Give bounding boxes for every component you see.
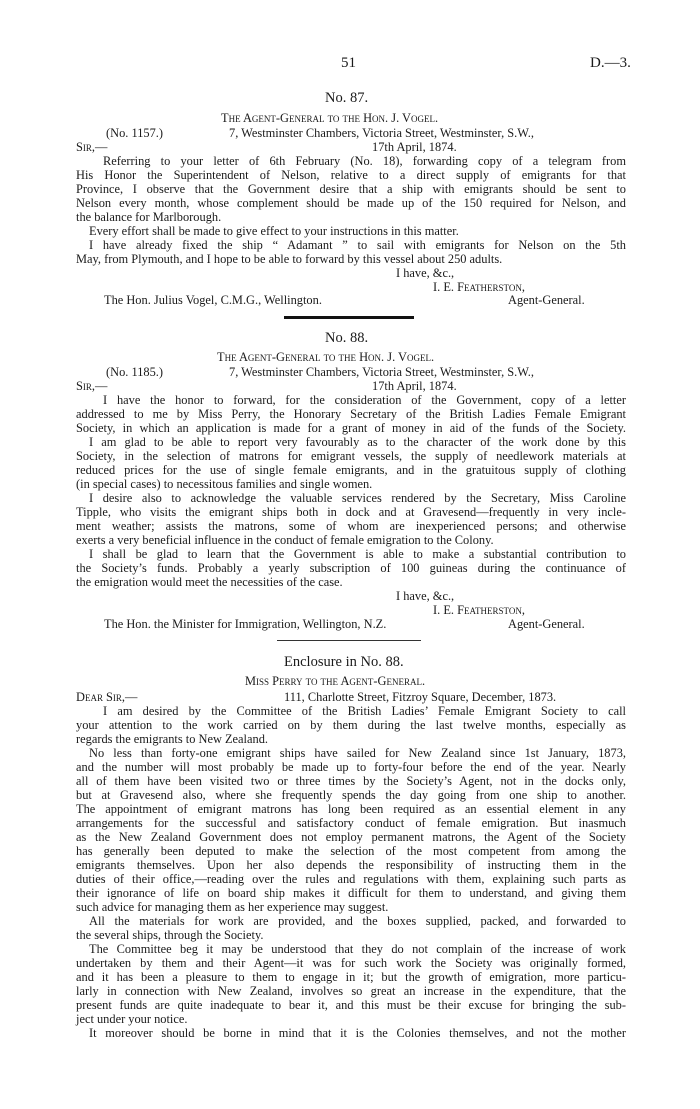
letter-87-closing: I have, &c.,: [396, 266, 455, 280]
letter-88-body-line: Society, in which an application is made for a grant of money in aid of the funds of the Society.: [76, 421, 626, 435]
letter-87-ref: (No. 1157.): [106, 126, 164, 140]
letter-88-body-line: Society, in the selection of matrons for emigrant vessels, the supply of needlework materials at: [76, 449, 626, 463]
enclosure-body-line: I am desired by the Committee of the British Ladies’ Female Emigrant Society to call: [103, 704, 626, 718]
letter-88-body-line: Tipple, who visits the emigrant ships both in dock and at Gravesend—frequently in very incle-: [76, 505, 626, 519]
enclosure-body-line: The Committee beg it may be understood that they do not complain of the increase of work: [89, 942, 626, 956]
enclosure-body-line: No less than forty-one emigrant ships have sailed for New Zealand since 1st January, 1873,: [89, 746, 626, 760]
letter-87-date: 17th April, 1874.: [372, 140, 457, 154]
enclosure-body-line: your attention to the work carried on by them during the last twelve months, especially as: [76, 718, 626, 732]
enclosure-body-line: larly in connection with New Zealand, involves so great an increase in the expenditure, that the: [76, 984, 626, 998]
letter-87-body-line: Nelson every month, whose complement should be made up of the 150 required for Nelson, and: [76, 196, 626, 210]
letter-88-body-line: I desire also to acknowledge the valuable services rendered by the Secretary, Miss Caroline: [89, 491, 626, 505]
letter-87-body-line: the balance for Marlborough.: [76, 210, 222, 224]
letter-88-body-line: I am glad to be able to report very favourably as to the character of the work done by this: [89, 435, 626, 449]
letter-88-body-line: the Society’s funds. Probably a yearly subscription of 100 guineas during the continuance of: [76, 561, 626, 575]
letter-88-title: The Agent-General to the Hon. J. Vogel.: [217, 350, 435, 364]
letter-87-body-line: May, from Plymouth, and I hope to be able to forward by this vessel about 250 adults.: [76, 252, 503, 266]
enclosure-body-line: as the New Zealand Government does not employ permanent matrons, the Agent of the Society: [76, 830, 626, 844]
letter-87-body-line: I have already fixed the ship “ Adamant ” to sail with emigrants for Nelson on the 5th: [89, 238, 626, 252]
enclosure-body-line: the several ships, through the Society.: [76, 928, 264, 942]
letter-87-body-line: His Honor the Superintendent of Nelson, relative to a direct supply of emigrants for that: [76, 168, 626, 182]
letter-88-ref: (No. 1185.): [106, 365, 164, 379]
enclosure-body-line: such advice for managing them as her experience may suggest.: [76, 900, 389, 914]
letter-87-title: The Agent-General to the Hon. J. Vogel.: [221, 111, 439, 125]
section-divider: [277, 640, 421, 641]
letter-88-address: 7, Westminster Chambers, Victoria Street, Westminster, S.W.,: [229, 365, 535, 379]
letter-88-body-line: addressed to me by Miss Perry, the Honorary Secretary of the British Ladies Female Emigrant: [76, 407, 626, 421]
enclosure-body-line: regards the emigrants to New Zealand.: [76, 732, 268, 746]
letter-87-signature: I. E. Featherston,: [433, 280, 525, 294]
document-code: D.—3.: [590, 55, 631, 71]
enclosure-body-line: ject under your notice.: [76, 1012, 188, 1026]
section-divider: [284, 316, 414, 319]
letter-88-number: No. 88.: [325, 330, 369, 346]
enclosure-body-line: duties of their office,—reading over the rules and regulations with them, explaining such parts as: [76, 872, 626, 886]
letter-88-body-line: (in special cases) to necessitous families and single women.: [76, 477, 373, 491]
enclosure-body-line: and it has been a pleasure to them to engage in it; but the growth of emigration, more particu-: [76, 970, 626, 984]
letter-87-body-line: Every effort shall be made to give effect to your instructions in this matter.: [89, 224, 459, 238]
enclosure-body-line: arrangements for the successful and satisfactory conduct of female emigration. But inasmuch: [76, 816, 626, 830]
letter-88-signature-title: Agent-General.: [508, 617, 585, 631]
enclosure-body-line: and the number will most probably be made up to forty-four before the end of the year. Nearly: [76, 760, 626, 774]
enclosure-body-line: All the materials for work are provided, and the boxes supplied, packed, and forwarded to: [89, 914, 626, 928]
letter-88-body-line: reduced prices for the use of single female emigrants, and in the gratuitous supply of clothing: [76, 463, 626, 477]
enclosure-body-line: all of them have been visited two or three times by the Society’s Agent, not in the docks only,: [76, 774, 626, 788]
enclosure-title: Enclosure in No. 88.: [284, 654, 404, 670]
letter-88-body-line: the emigration would meet the necessities of the case.: [76, 575, 343, 589]
enclosure-body-line: but at Gravesend also, where she frequently spends the day going from one ship to another.: [76, 788, 626, 802]
letter-88-body-line: exerts a very beneficial influence in the conduct of female emigration to the Colony.: [76, 533, 494, 547]
letter-87-body-line: Referring to your letter of 6th February (No. 18), forwarding copy of a telegram from: [103, 154, 626, 168]
letter-87-salutation: Sir,—: [76, 140, 108, 154]
letter-88-body-line: I have the honor to forward, for the consideration of the Government, copy of a letter: [103, 393, 626, 407]
enclosure-body-line: The appointment of emigrant matrons has long been required as an essential element in any: [76, 802, 626, 816]
letter-87-body-line: Province, I observe that the Government desire that a ship with emigrants should be sent to: [76, 182, 626, 196]
letter-88-salutation: Sir,—: [76, 379, 108, 393]
enclosure-address: 111, Charlotte Street, Fitzroy Square, December, 1873.: [284, 690, 557, 704]
enclosure-subtitle: Miss Perry to the Agent-General.: [245, 674, 426, 688]
page-number: 51: [341, 55, 356, 71]
enclosure-salutation: Dear Sir,—: [76, 690, 138, 704]
enclosure-body-line: their ignorance of life on board ship makes it difficult for them to understand, and giving them: [76, 886, 626, 900]
letter-88-signature: I. E. Featherston,: [433, 603, 525, 617]
enclosure-body-line: emigrants themselves. Upon her also depends the responsibility of instructing them in the: [76, 858, 626, 872]
letter-88-closing: I have, &c.,: [396, 589, 455, 603]
enclosure-body-line: undertaken by them and their Agent—it was for such work the Society was originally formed,: [76, 956, 626, 970]
letter-88-recipient: The Hon. the Minister for Immigration, Wellington, N.Z.: [104, 617, 387, 631]
enclosure-body-line: present funds are quite inadequate to bear it, and this must be their excuse for bringing the sub-: [76, 998, 626, 1012]
letter-87-address: 7, Westminster Chambers, Victoria Street, Westminster, S.W.,: [229, 126, 535, 140]
letter-88-body-line: ment weather; assists the matrons, some of whom are inexperienced persons; and otherwise: [76, 519, 626, 533]
letter-87-signature-title: Agent-General.: [508, 293, 585, 307]
enclosure-body-line: It moreover should be borne in mind that it is the Colonies themselves, and not the mother: [89, 1026, 626, 1040]
enclosure-body-line: has generally been deputed to make the selection of the most competent from among the: [76, 844, 626, 858]
letter-87-number: No. 87.: [325, 90, 369, 106]
letter-87-recipient: The Hon. Julius Vogel, C.M.G., Wellington.: [104, 293, 322, 307]
letter-88-date: 17th April, 1874.: [372, 379, 457, 393]
letter-88-body-line: I shall be glad to learn that the Government is able to make a substantial contribution to: [89, 547, 626, 561]
